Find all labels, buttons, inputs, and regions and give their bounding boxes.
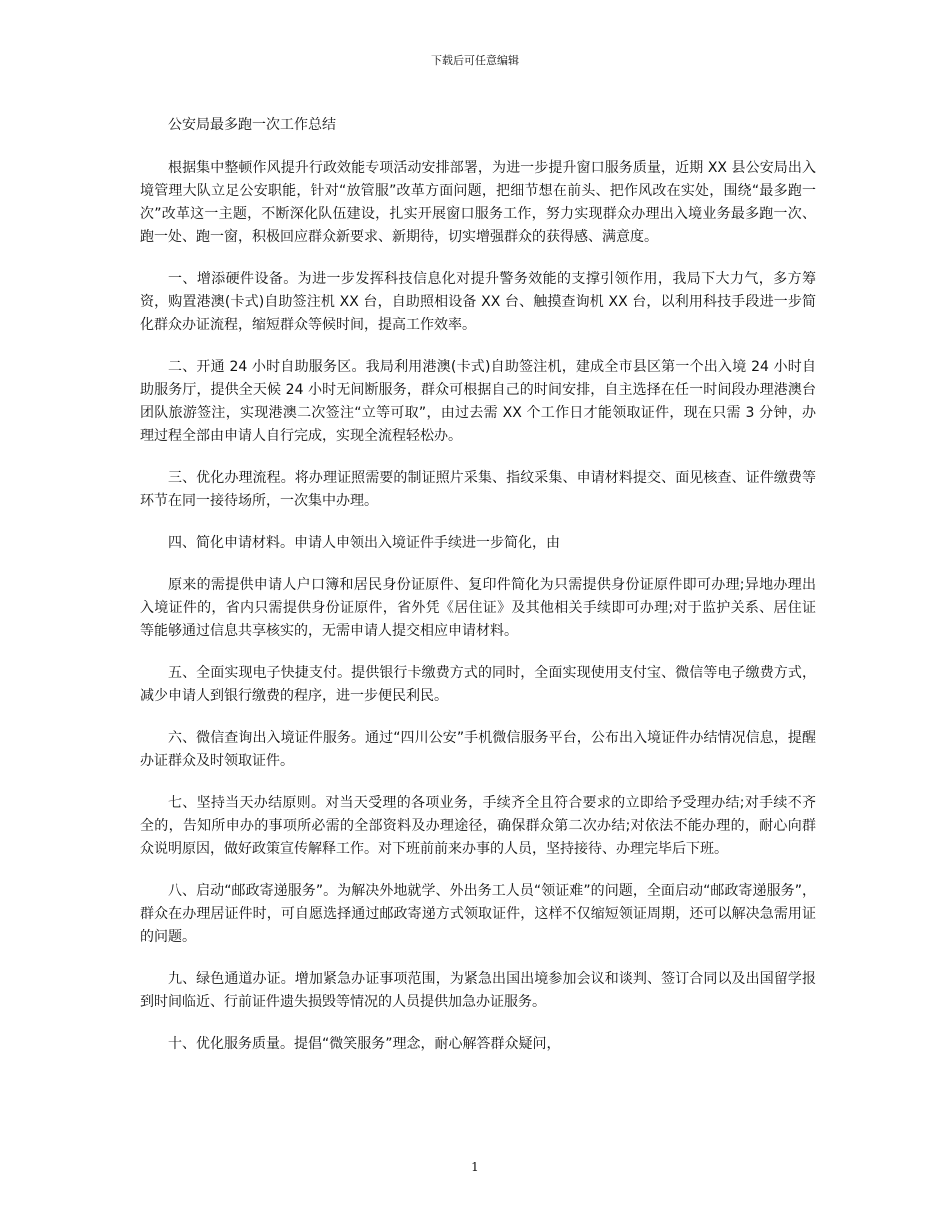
page-number: 1: [471, 1160, 479, 1174]
document-body: [140, 114, 816, 1075]
paragraph-intro: 根据集中整顿作风提升行政效能专项活动安排部署，为进一步提升窗口服务质量，近期 XX 县公安局出入境管理大队立足公安职能，针对“放管服”改革方面问题，把细节想在前头、把作风改在实处，围绕“最多跑一次”改革这一主题，不断深化队伍建设，扎实开展窗口服务工作，努力实现群众办理出入境业务最多跑一次、跑一处、跑一窗，积极回应群众新要求、新期待，切实增强群众的获得感、满意度。: [140, 160, 816, 245]
document-title: 公安局最多跑一次工作总结: [168, 117, 336, 133]
paragraph-item-8: 八、启动“邮政寄递服务”。为解决外地就学、外出务工人员“领证难”的问题，全面启动“邮政寄递服务”，群众在办理居证件时，可自愿选择通过邮政寄递方式领取证件，这样不仅缩短领证周期，还可以解决急需用证的问题。: [140, 883, 816, 945]
page-header-note: 下载后可任意编辑: [431, 54, 519, 67]
paragraph-item-7: 七、坚持当天办结原则。对当天受理的各项业务，手续齐全且符合要求的立即给予受理办结;对手续不齐全的，告知所申办的事项所必需的全部资料及办理途径，确保群众第二次办结;对依法不能办理的，耐心向群众说明原因，做好政策宣传解释工作。对下班前前来办事的人员，坚持接待、办理完毕后下班。: [140, 795, 816, 857]
paragraph-item-3: 三、优化办理流程。将办理证照需要的制证照片采集、指纹采集、申请材料提交、面见核查、证件缴费等环节在同一接待场所，一次集中办理。: [140, 470, 816, 509]
paragraph-item-5: 五、全面实现电子快捷支付。提供银行卡缴费方式的同时，全面实现使用支付宝、微信等电子缴费方式，减少申请人到银行缴费的程序，进一步便民利民。: [140, 665, 816, 704]
paragraph-item-9: 九、绿色通道办证。增加紧急办证事项范围，为紧急出国出境参加会议和谈判、签订合同以及出国留学报到时间临近、行前证件遗失损毁等情况的人员提供加急办证服务。: [140, 971, 816, 1010]
paragraph-item-10: 十、优化服务质量。提倡“微笑服务”理念，耐心解答群众疑问，: [168, 1036, 561, 1052]
paragraph-item-1: 一、增添硬件设备。为进一步发挥科技信息化对提升警务效能的支撑引领作用，我局下大力气，多方筹资，购置港澳(卡式)自助签注机 XX 台，自助照相设备 XX 台、触摸查询机 XX 台，以利用科技手段进一步简化群众办证流程，缩短群众等候时间，提高工作效率。: [140, 271, 816, 333]
paragraph-item-4-continued: 原来的需提供申请人户口簿和居民身份证原件、复印件简化为只需提供身份证原件即可办理;异地办理出入境证件的，省内只需提供身份证原件，省外凭《居住证》及其他相关手续即可办理;对于监护关系、居住证等能够通过信息共享核实的，无需申请人提交相应申请材料。: [140, 577, 816, 639]
paragraph-item-6: 六、微信查询出入境证件服务。通过“四川公安”手机微信服务平台，公布出入境证件办结情况信息，提醒办证群众及时领取证件。: [140, 730, 816, 769]
paragraph-item-2: 二、开通 24 小时自助服务区。我局利用港澳(卡式)自助签注机，建成全市县区第一个出入境 24 小时自助服务厅，提供全天候 24 小时无间断服务，群众可根据自己的时间安排，自主选择在任一时间段办理港澳台团队旅游签注，实现港澳二次签注“立等可取”，由过去需 XX 个工作日才能领取证件，现在只需 3 分钟，办理过程全部由申请人自行完成，实现全流程轻松办。: [140, 359, 816, 444]
paragraph-item-4: 四、简化申请材料。申请人申领出入境证件手续进一步简化，由: [168, 535, 560, 551]
